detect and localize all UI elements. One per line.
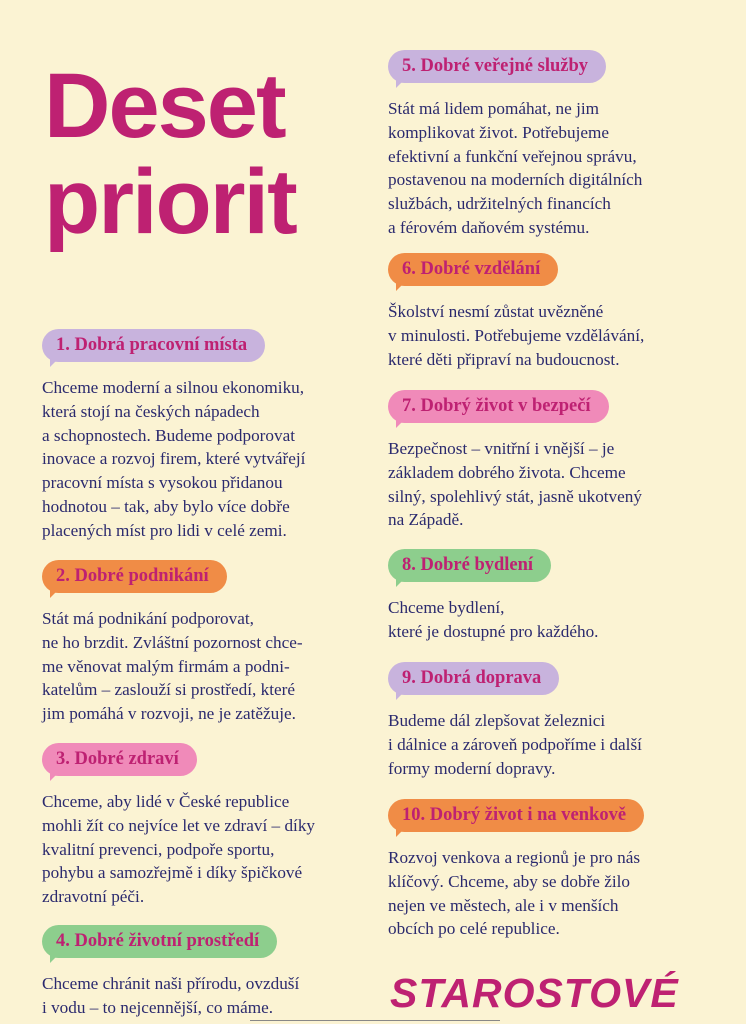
- title-line-1: Deset: [44, 55, 285, 157]
- text-line: nejen ve městech, ale i v menších: [388, 895, 619, 915]
- text-line: a férovém daňovém systému.: [388, 217, 590, 237]
- text-line: komplikovat život. Potřebujeme: [388, 122, 610, 142]
- text-line: a schopnostech. Budeme podporovat: [42, 425, 295, 445]
- text-line: Chceme, aby lidé v České republice: [42, 792, 290, 811]
- priority-heading: 7. Dobrý život v bezpečí: [388, 390, 609, 423]
- starostove-logo: STAROSTOVÉ: [390, 970, 679, 1016]
- text-line: klíčový. Chceme, aby se dobře žilo: [388, 871, 630, 891]
- text-line: na Západě.: [388, 510, 464, 530]
- text-line: silný, spolehlivý stát, jasně ukotvený: [388, 486, 642, 506]
- priority-text: [388, 437, 728, 532]
- priority-1: [42, 329, 362, 543]
- text-line: Chceme moderní a silnou ekonomiku,: [42, 378, 305, 397]
- text-line: placených míst pro lidi v celé zemi.: [42, 520, 287, 540]
- text-line: obcích po celé republice.: [388, 919, 560, 939]
- text-line: kvalitní prevenci, podpoře sportu,: [42, 839, 275, 859]
- text-line: Chceme bydlení,: [388, 598, 505, 617]
- text-line: jim pomáhá v rozvoji, ne je zatěžuje.: [42, 704, 296, 724]
- priority-6: [388, 253, 728, 371]
- text-line: Chceme chránit naši přírodu, ovzduší: [42, 974, 300, 993]
- text-line: Stát má lidem pomáhat, ne jim: [388, 99, 599, 118]
- priority-text: [42, 972, 362, 1020]
- priority-2: [42, 560, 362, 726]
- text-line: ne ho brzdit. Zvláštní pozornost chce-: [42, 632, 303, 652]
- text-line: službách, udržitelných financích: [388, 194, 611, 214]
- priority-text: [388, 300, 728, 371]
- text-line: katelům – zaslouží si prostředí, které: [42, 680, 295, 700]
- priority-heading: 2. Dobré podnikání: [42, 560, 227, 593]
- text-line: Budeme dál zlepšovat železnici: [388, 711, 606, 730]
- priority-text: [388, 846, 733, 941]
- text-line: pracovní místa s vysokou přidanou: [42, 473, 283, 493]
- priority-heading: 5. Dobré veřejné služby: [388, 50, 606, 83]
- priority-heading: 3. Dobré zdraví: [42, 743, 197, 776]
- text-line: základem dobrého života. Chceme: [388, 462, 626, 482]
- priority-text: [42, 607, 362, 726]
- priority-heading: 10. Dobrý život i na venkově: [388, 799, 644, 832]
- text-line: pohybu a samozřejmě i díky špičkové: [42, 863, 303, 883]
- divider: [250, 1020, 500, 1021]
- text-line: mohli žít co nejvíce let ve zdraví – díky: [42, 815, 316, 835]
- priority-7: [388, 390, 728, 532]
- priority-heading: 9. Dobrá doprava: [388, 662, 559, 695]
- text-line: která stojí na českých nápadech: [42, 401, 260, 421]
- priority-heading: 4. Dobré životní prostředí: [42, 925, 277, 958]
- priority-3: [42, 743, 362, 909]
- priority-heading: 6. Dobré vzdělání: [388, 253, 558, 286]
- text-line: i vodu – to nejcennější, co máme.: [42, 997, 274, 1017]
- priority-text: [388, 709, 728, 780]
- priority-9: [388, 662, 728, 780]
- priority-10: [388, 799, 733, 941]
- text-line: zdravotní péči.: [42, 887, 145, 907]
- title-line-2: priorit: [44, 151, 296, 253]
- text-line: me věnovat malým firmám a podni-: [42, 656, 290, 676]
- text-line: které je dostupné pro každého.: [388, 621, 599, 641]
- text-line: hodnotou – tak, aby bylo více dobře: [42, 496, 290, 516]
- text-line: Bezpečnost – vnitřní i vnější – je: [388, 439, 615, 458]
- priority-text: [388, 596, 728, 644]
- priority-text: [388, 97, 728, 240]
- priority-text: [42, 790, 362, 909]
- text-line: v minulosti. Potřebujeme vzdělávání,: [388, 325, 645, 345]
- priority-heading: 1. Dobrá pracovní místa: [42, 329, 265, 362]
- page-title: [44, 55, 374, 253]
- text-line: Stát má podnikání podporovat,: [42, 609, 254, 628]
- priority-text: [42, 376, 362, 543]
- text-line: které děti připraví na budoucnost.: [388, 349, 620, 369]
- text-line: postavenou na moderních digitálních: [388, 170, 643, 190]
- text-line: formy moderní dopravy.: [388, 758, 556, 778]
- text-line: inovace a rozvoj firem, které vytvářejí: [42, 449, 306, 469]
- text-line: Rozvoj venkova a regionů je pro nás: [388, 848, 641, 867]
- text-line: efektivní a funkční veřejnou správu,: [388, 146, 637, 166]
- text-line: i dálnice a zároveň podpoříme i další: [388, 734, 642, 754]
- text-line: Školství nesmí zůstat uvězněné: [388, 302, 604, 321]
- priority-heading: 8. Dobré bydlení: [388, 549, 551, 582]
- priority-5: [388, 50, 728, 240]
- priority-8: [388, 549, 728, 644]
- priority-4: [42, 925, 362, 1020]
